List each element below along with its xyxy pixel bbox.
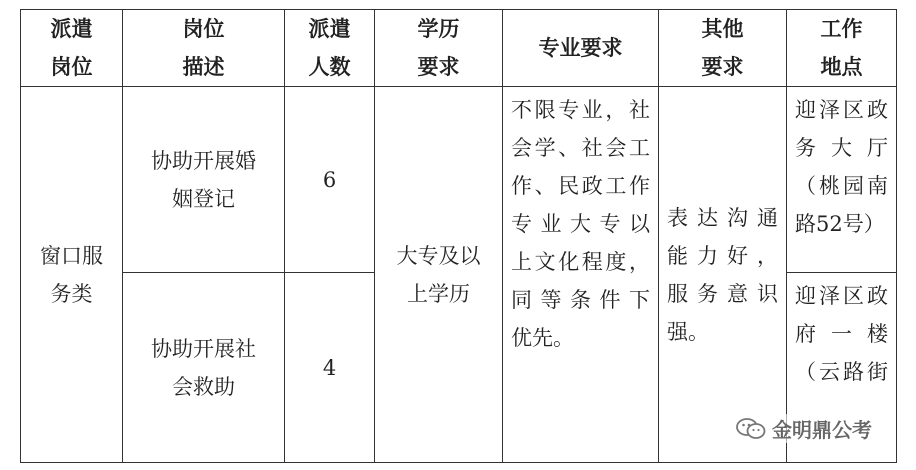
count-cell: 4 bbox=[285, 273, 375, 463]
header-position-description: 岗位 描述 bbox=[123, 10, 285, 87]
count-cell: 6 bbox=[285, 87, 375, 273]
location-cell: 迎泽区政 府一楼 （云路街 bbox=[787, 273, 897, 463]
major-cell: 不限专业，社 会学、社会工 作、民政工作 专业大专以 上文化程度， 同等条件下 优先。 bbox=[503, 87, 659, 463]
recruitment-table bbox=[20, 9, 897, 463]
header-row bbox=[21, 10, 897, 87]
watermark-text: 金明鼎公考 bbox=[772, 418, 872, 442]
header-dispatch-position: 派遣 岗位 bbox=[21, 10, 123, 87]
header-major: 专业要求 bbox=[503, 10, 659, 87]
location-cell: 迎泽区政 务大厅 （桃园南 路52号） bbox=[787, 87, 897, 273]
table-row bbox=[21, 87, 897, 273]
education-cell: 大专及以 上学历 bbox=[375, 87, 503, 463]
description-cell: 协助开展婚 姻登记 bbox=[123, 87, 285, 273]
watermark bbox=[736, 414, 872, 443]
header-dispatch-count: 派遣 人数 bbox=[285, 10, 375, 87]
header-location: 工作 地点 bbox=[787, 10, 897, 87]
header-education: 学历 要求 bbox=[375, 10, 503, 87]
category-cell: 窗口服 务类 bbox=[21, 87, 123, 463]
description-cell: 协助开展社 会救助 bbox=[123, 273, 285, 463]
wechat-icon bbox=[736, 417, 766, 441]
other-cell: 表达沟通 能力好， 服务意识 强。 bbox=[659, 87, 787, 463]
header-other: 其他 要求 bbox=[659, 10, 787, 87]
